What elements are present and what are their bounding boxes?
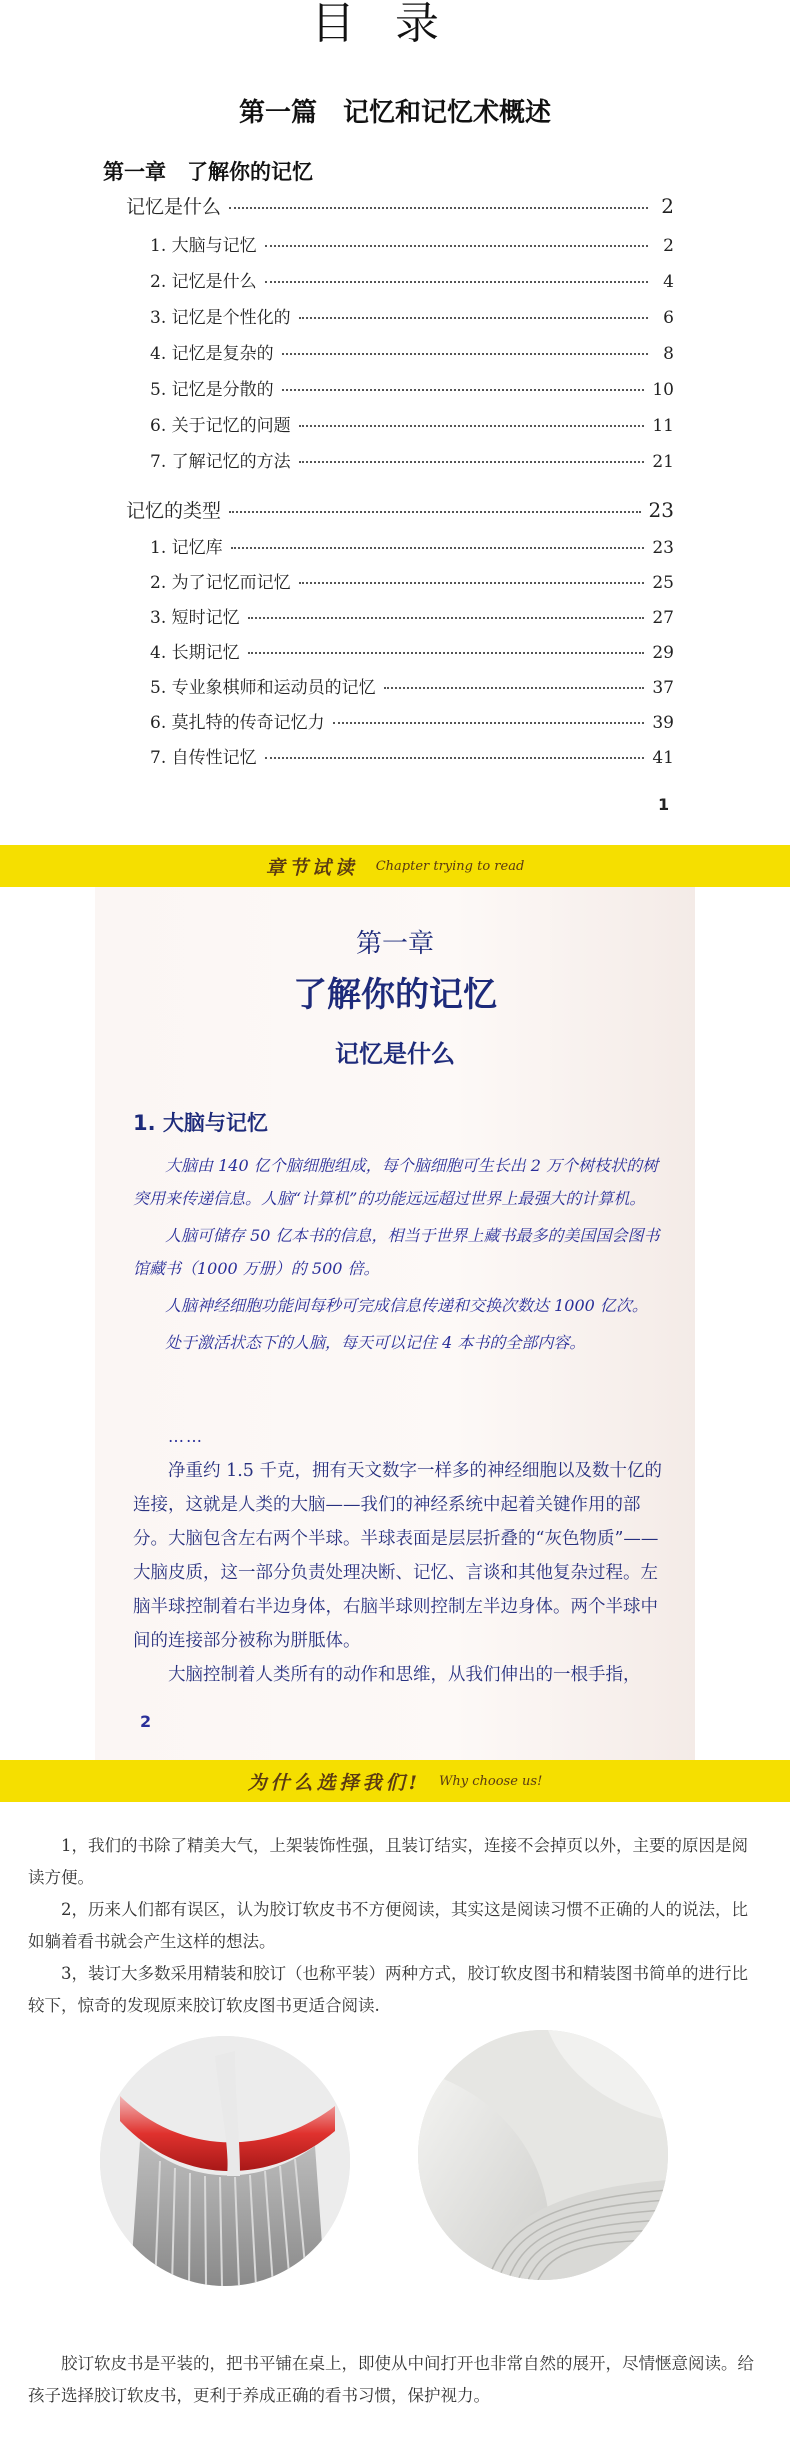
toc-item-label: 5. 记忆是分散的 [150,380,274,400]
toc-page-number: 39 [652,713,674,733]
toc-item-label: 5. 专业象棋师和运动员的记忆 [150,678,376,698]
toc-leader-dots [299,582,645,584]
toc-item-label: 1. 记忆库 [150,538,223,558]
banner-title-en: Why choose us! [439,1773,543,1789]
toc-leader-dots [333,722,645,724]
banner-title-cn: 章节试读 [265,856,358,879]
sample-paragraph: 净重约 1.5 千克，拥有天文数字一样多的神经细胞以及数十亿的连接，这就是人类的大脑——我们的神经系统中起着关键作用的部分。大脑包含左右两个半球。半球表面是层层折叠的“灰色物质”——大脑皮质，这一部分负责处理决断、记忆、言谈和其他复杂过程。左脑半球控制着右半边身体，右脑半球则控制左半边身体。两个半球中间的连接部分被称为胼胝体。 [133,1461,662,1651]
why-choose-us-banner [0,1760,790,1802]
why-choose-us-section [0,1802,790,2440]
toc-page-number: 37 [652,678,674,698]
softcover-book-image [418,2030,668,2280]
why-paragraph-3: 3，装订大多数采用精装和胶订（也称平装）两种方式，胶订软皮图书和精装图书简单的进行比较下，惊奇的发现原来胶订软皮图书更适合阅读. [28,1964,748,2015]
sample-paragraph: 大脑由 140 亿个脑细胞组成，每个脑细胞可生长出 2 万个树枝状的树突用来传递信息。人脑“计算机”的功能远远超过世界上最强大的计算机。 [133,1156,659,1208]
toc-page-number: 21 [652,452,674,472]
toc-page-number: 23 [652,538,674,558]
toc-section-row [126,192,674,219]
toc-section-label: 记忆的类型 [126,500,222,522]
sample-page [0,887,790,1760]
toc-chapter-title: 第一章 了解你的记忆 [103,160,313,184]
toc-leader-dots [299,317,648,319]
toc-item-row [150,743,674,768]
toc-item-label: 2. 记忆是什么 [150,272,257,292]
sample-chapter-number: 第一章 [355,929,434,959]
sample-normal-block [133,1454,668,1692]
toc-item-row [150,303,674,328]
banner-title-cn: 为什么选择我们! [247,1771,422,1794]
toc-item-label: 1. 大脑与记忆 [150,236,257,256]
toc-page-number: 41 [652,748,674,768]
toc-item-row [150,673,674,698]
sample-section-title: 记忆是什么 [335,1040,455,1068]
table-of-contents [0,0,790,845]
sample-page-number: 2 [140,1712,152,1731]
toc-page-number: 2 [661,194,674,218]
toc-page-number: 27 [652,608,674,628]
why-paragraph-2: 2，历来人们都有误区，认为胶订软皮书不方便阅读，其实这是阅读习惯不正确的人的说法，比如躺着看书就会产生这样的想法。 [28,1900,748,1951]
toc-page-number: 6 [663,308,674,328]
toc-leader-dots [299,425,645,427]
sample-paragraph: 大脑控制着人类所有的动作和思维，从我们伸出的一根手指， [168,1665,641,1685]
sample-paragraph: 处于激活状态下的人脑，每天可以记住 4 本书的全部内容。 [165,1333,586,1352]
sample-italic-block [133,1149,668,1359]
sample-paragraph: 人脑可储存 50 亿本书的信息，相当于世界上藏书最多的美国国会图书馆藏书（1000 万册）的 500 倍。 [133,1226,660,1278]
sample-chapter-title: 了解你的记忆 [293,975,497,1015]
toc-item-row [150,447,674,472]
toc-item-label: 4. 长期记忆 [150,643,240,663]
toc-item-label: 7. 自传性记忆 [150,748,257,768]
toc-item-label: 3. 短时记忆 [150,608,240,628]
toc-item-row [150,638,674,663]
why-paragraph-4: 胶订软皮书是平装的，把书平铺在桌上，即使从中间打开也非常自然的展开，尽情惬意阅读。给孩子选择胶订软皮书，更利于养成正确的看书习惯，保护视力。 [28,2354,754,2405]
toc-leader-dots [231,547,645,549]
toc-item-row [150,708,674,733]
toc-item-label: 6. 关于记忆的问题 [150,416,291,436]
toc-item-label: 7. 了解记忆的方法 [150,452,291,472]
toc-leader-dots [265,281,648,283]
toc-title: 目录 [311,0,479,49]
toc-item-row [150,267,674,292]
toc-page-number: 8 [663,344,674,364]
toc-item-row [150,375,674,400]
toc-leader-dots [384,687,645,689]
toc-page-number: 2 [663,236,674,256]
toc-item-row [150,568,674,593]
chapter-preview-banner [0,845,790,887]
toc-leader-dots [229,511,641,513]
sample-paragraph: 人脑神经细胞功能间每秒可完成信息传递和交换次数达 1000 亿次。 [165,1296,648,1315]
toc-item-label: 3. 记忆是个性化的 [150,308,291,328]
toc-page-number: 4 [663,272,674,292]
toc-leader-dots [248,617,645,619]
toc-leader-dots [282,353,648,355]
toc-leader-dots [265,757,645,759]
sample-ellipsis: …… [168,1427,204,1446]
toc-leader-dots [265,245,648,247]
toc-item-label: 2. 为了记忆而记忆 [150,573,291,593]
toc-part-title: 第一篇 记忆和记忆术概述 [238,98,551,128]
why-paragraph-1: 1，我们的书除了精美大气，上架装饰性强，且装订结实，连接不会掉页以外，主要的原因是阅读方便。 [28,1836,748,1887]
sample-subheading: 1. 大脑与记忆 [133,1111,268,1135]
toc-item-row [150,231,674,256]
toc-section-row [126,496,674,523]
toc-page-number-footer: 1 [658,795,670,814]
toc-page-number: 25 [652,573,674,593]
toc-item-row [150,533,674,558]
toc-leader-dots [229,207,648,209]
banner-title-en: Chapter trying to read [375,858,525,874]
toc-item-label: 6. 莫扎特的传奇记忆力 [150,713,325,733]
toc-leader-dots [248,652,645,654]
toc-leader-dots [282,389,645,391]
toc-item-row [150,339,674,364]
toc-leader-dots [299,461,645,463]
toc-page-number: 11 [652,416,674,436]
hardcover-book-image [100,2036,350,2286]
toc-item-label: 4. 记忆是复杂的 [150,344,274,364]
toc-item-row [150,603,674,628]
toc-item-row [150,411,674,436]
toc-page-number: 23 [648,498,674,522]
toc-page-number: 29 [652,643,674,663]
toc-section-label: 记忆是什么 [126,196,222,218]
toc-page-number: 10 [652,380,674,400]
